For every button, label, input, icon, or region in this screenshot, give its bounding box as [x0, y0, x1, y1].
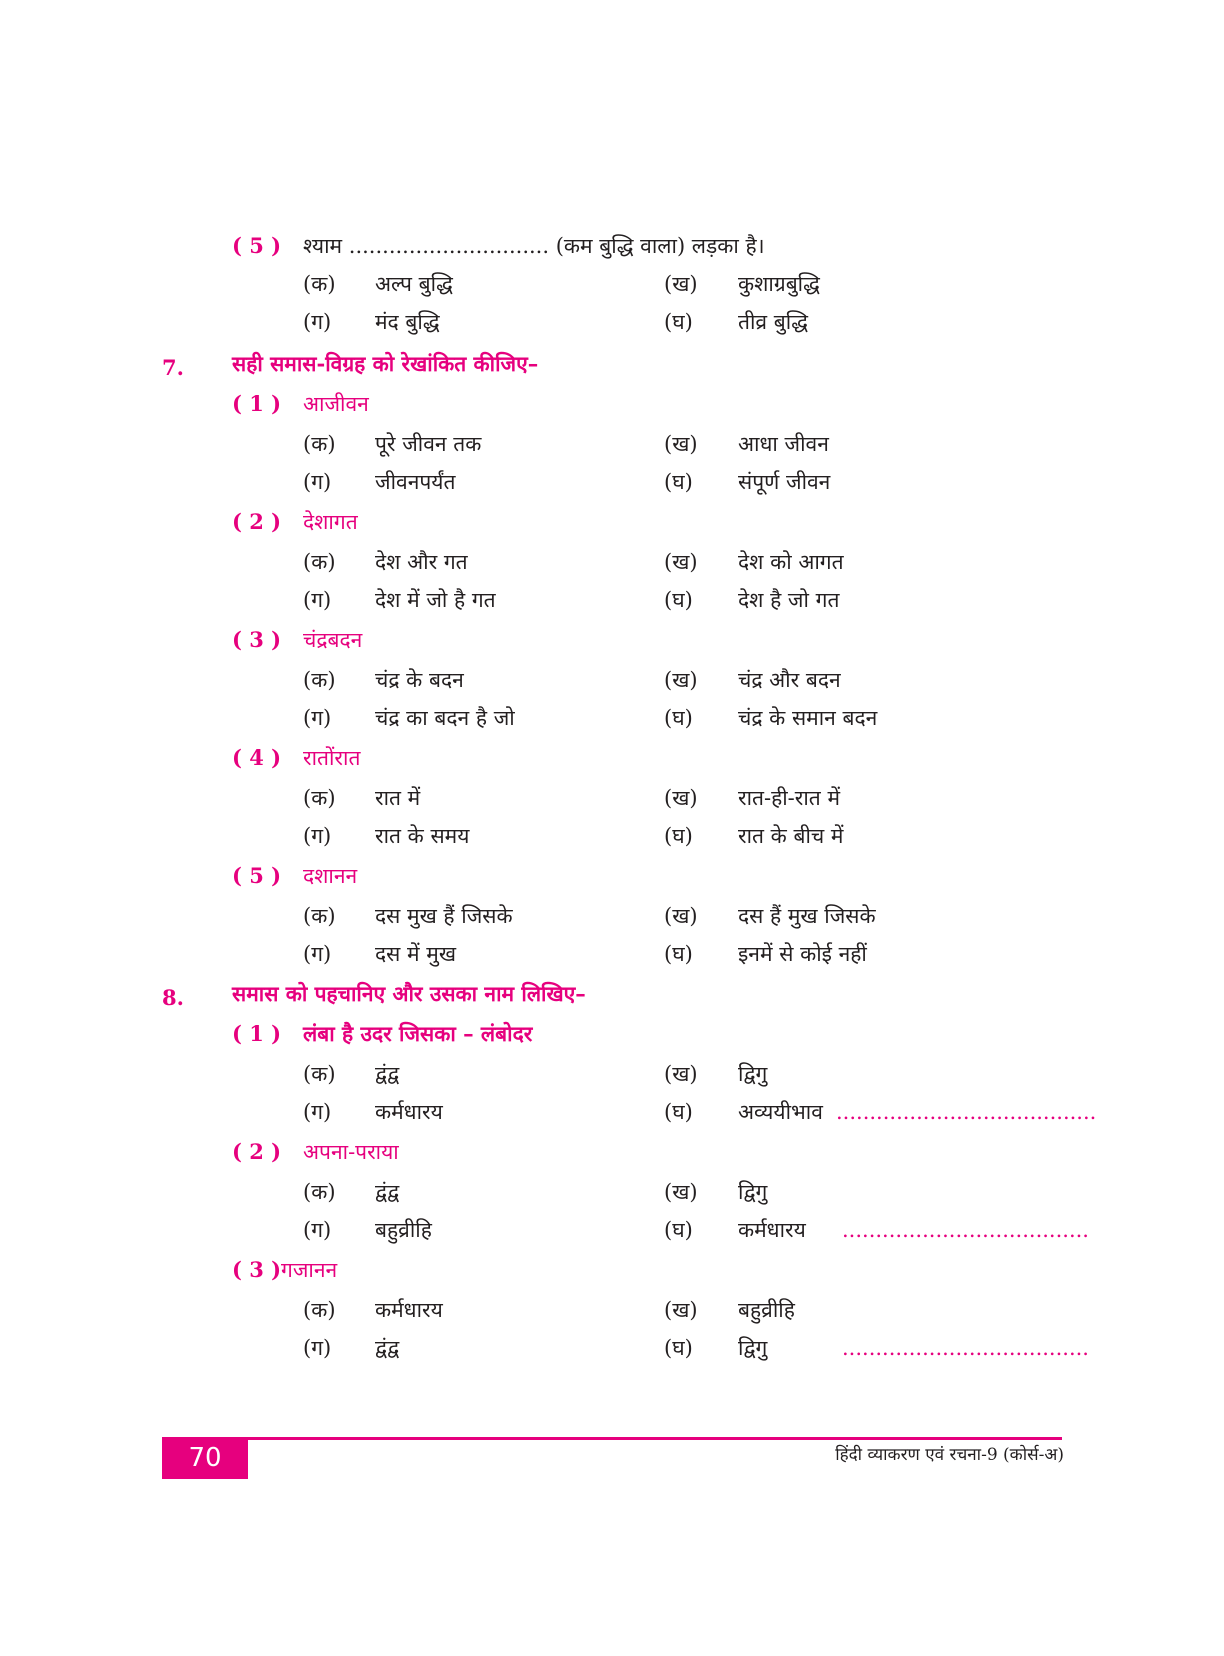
- option-label: (घ): [664, 1336, 693, 1360]
- option-label: (ख): [664, 432, 698, 456]
- q7-item-word: देशागत: [303, 510, 358, 534]
- option-label: (ख): [664, 272, 698, 296]
- question-8-number: 8.: [162, 985, 184, 1010]
- option-label: (ग): [303, 1100, 332, 1124]
- option-text: आधा जीवन: [738, 432, 829, 456]
- q7-item-number: ( 1 ): [232, 391, 282, 416]
- option-label: (ग): [303, 1336, 332, 1360]
- option-label: (ग): [303, 470, 332, 494]
- option-text: द्विगु: [738, 1062, 768, 1086]
- option-text: कर्मधारय: [375, 1100, 443, 1124]
- option-label: (ख): [664, 550, 698, 574]
- option-text: चंद्र का बदन है जो: [375, 706, 515, 730]
- option-label: (ग): [303, 942, 332, 966]
- option-text: मंद बुद्धि: [375, 310, 440, 334]
- q7-item-number: ( 3 ): [232, 627, 282, 652]
- option-label: (ख): [664, 904, 698, 928]
- option-text: इनमें से कोई नहीं: [738, 942, 867, 966]
- option-label: (क): [303, 668, 336, 692]
- option-text: रात-ही-रात में: [738, 786, 841, 810]
- option-label: (ख): [664, 1298, 698, 1322]
- option-label: (क): [303, 786, 336, 810]
- answer-blank[interactable]: .....................................: [842, 1336, 1089, 1360]
- option-label: (ग): [303, 588, 332, 612]
- option-label: (ग): [303, 824, 332, 848]
- q7-item-number: ( 5 ): [232, 863, 282, 888]
- q7-item-word: आजीवन: [303, 392, 369, 416]
- option-text: रात के समय: [375, 824, 470, 848]
- option-label: (घ): [664, 310, 693, 334]
- q8-item-number: ( 2 ): [232, 1139, 282, 1164]
- option-label: (ख): [664, 668, 698, 692]
- option-text: रात के बीच में: [738, 824, 844, 848]
- book-title: हिंदी व्याकरण एवं रचना-9 (कोर्स-अ): [835, 1445, 1064, 1465]
- option-label: (घ): [664, 588, 693, 612]
- option-text: द्वंद्व: [375, 1180, 400, 1204]
- option-label: (घ): [664, 470, 693, 494]
- q7-item-word: चंद्रबदन: [303, 628, 363, 652]
- option-label: (ग): [303, 310, 332, 334]
- q8-item-word: गजानन: [281, 1258, 338, 1282]
- option-text: द्वंद्व: [375, 1336, 400, 1360]
- option-text: संपूर्ण जीवन: [738, 470, 831, 494]
- option-text: दस मुख हैं जिसके: [375, 904, 513, 928]
- option-text: द्वंद्व: [375, 1062, 400, 1086]
- question-7-title: सही समास-विग्रह को रेखांकित कीजिए–: [232, 351, 539, 376]
- option-text: पूरे जीवन तक: [375, 432, 482, 456]
- q8-item-word: लंबा है उदर जिसका – लंबोदर: [303, 1021, 533, 1046]
- q7-item-word: रातोंरात: [303, 746, 361, 770]
- option-label: (ग): [303, 706, 332, 730]
- q7-item-number: ( 2 ): [232, 509, 282, 534]
- option-label: (क): [303, 904, 336, 928]
- option-label: (क): [303, 272, 336, 296]
- page-number: 70: [162, 1437, 248, 1479]
- option-label: (घ): [664, 824, 693, 848]
- q7-item-number: ( 4 ): [232, 745, 282, 770]
- q8-item-number: ( 1 ): [232, 1021, 282, 1046]
- option-label: (घ): [664, 942, 693, 966]
- option-text: दस हैं मुख जिसके: [738, 904, 876, 928]
- option-text: बहुव्रीहि: [375, 1218, 432, 1242]
- option-text: देश को आगत: [738, 550, 844, 574]
- answer-blank[interactable]: .......................................: [836, 1100, 1097, 1124]
- q8-item-number: ( 3 ): [232, 1257, 282, 1282]
- option-text: द्विगु: [738, 1180, 768, 1204]
- answer-blank[interactable]: .....................................: [842, 1218, 1089, 1242]
- option-text: जीवनपर्यंत: [375, 470, 456, 494]
- option-text: द्विगु: [738, 1336, 768, 1360]
- option-text: देश में जो है गत: [375, 588, 496, 612]
- option-text: कर्मधारय: [738, 1218, 806, 1242]
- option-text: चंद्र के बदन: [375, 668, 464, 692]
- option-label: (ख): [664, 1180, 698, 1204]
- q8-item-word: अपना-पराया: [303, 1140, 399, 1164]
- q6-item-5-number: ( 5 ): [232, 233, 282, 258]
- option-label: (घ): [664, 706, 693, 730]
- option-text: बहुव्रीहि: [738, 1298, 795, 1322]
- option-text: देश और गत: [375, 550, 468, 574]
- q7-item-word: दशानन: [303, 864, 358, 888]
- option-label: (क): [303, 1180, 336, 1204]
- option-text: रात में: [375, 786, 421, 810]
- option-text: कुशाग्रबुद्धि: [738, 272, 820, 296]
- option-label: (घ): [664, 1100, 693, 1124]
- option-text: चंद्र के समान बदन: [738, 706, 878, 730]
- option-label: (ग): [303, 1218, 332, 1242]
- question-7-number: 7.: [162, 355, 184, 380]
- option-label: (क): [303, 550, 336, 574]
- q6-item-5-sentence: श्याम .............................. (कम बुद्धि वाला) लड़का है।: [303, 234, 765, 258]
- option-text: अव्ययीभाव: [738, 1100, 823, 1124]
- option-label: (क): [303, 432, 336, 456]
- question-8-title: समास को पहचानिए और उसका नाम लिखिए–: [232, 981, 586, 1006]
- option-text: अल्प बुद्धि: [375, 272, 453, 296]
- option-text: देश है जो गत: [738, 588, 840, 612]
- option-text: चंद्र और बदन: [738, 668, 841, 692]
- option-label: (घ): [664, 1218, 693, 1242]
- option-label: (क): [303, 1298, 336, 1322]
- option-text: दस में मुख: [375, 942, 456, 966]
- option-text: तीव्र बुद्धि: [738, 310, 808, 334]
- option-text: कर्मधारय: [375, 1298, 443, 1322]
- option-label: (ख): [664, 1062, 698, 1086]
- option-label: (ख): [664, 786, 698, 810]
- option-label: (क): [303, 1062, 336, 1086]
